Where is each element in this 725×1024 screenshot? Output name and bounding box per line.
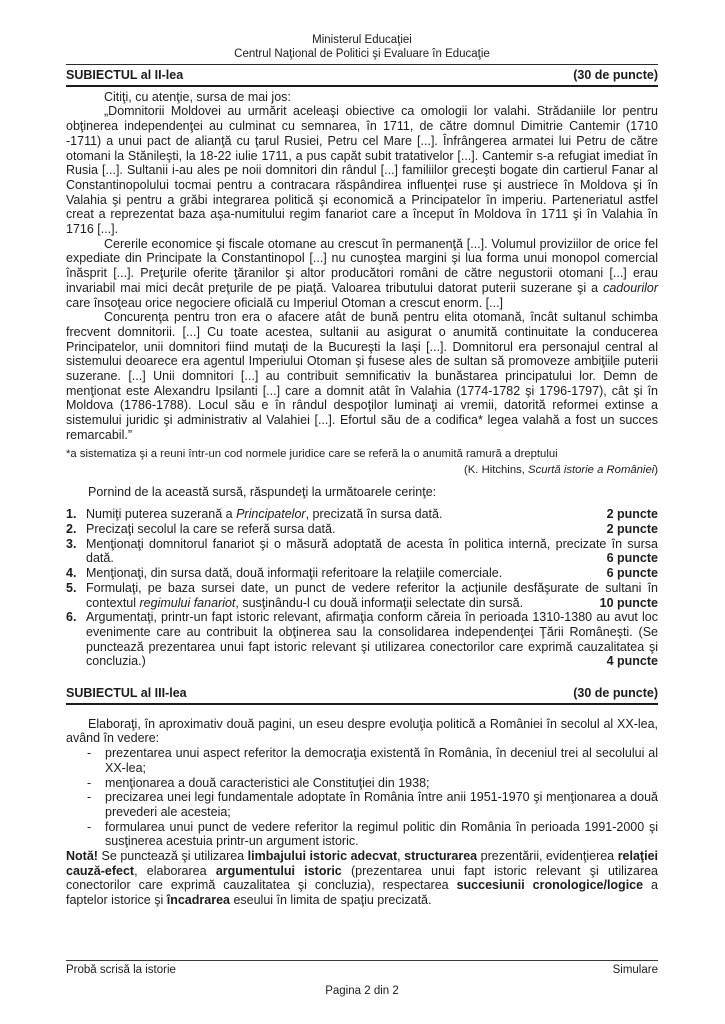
footer-page-number: Pagina 2 din 2 [325,984,399,997]
essay-requirement-2 [66,776,658,791]
question-item-5 [66,581,658,610]
subject2-title: SUBIECTUL al II-lea [66,68,184,82]
subject3-points: (30 de puncte) [573,686,658,701]
question-text: Precizaţi secolul la care se referă sursa dată. [86,521,336,536]
question-number: 3. [66,536,77,551]
question-item-3 [66,537,658,566]
ministry-name: Ministerul Educaţiei [312,34,412,46]
dash-bullet-icon: - [87,746,92,761]
source-paragraph-2: Cererile economice şi fiscale otomane au crescut în permanenţă [...]. Volumul proviziilor de orice fel expediate din Principate la Constantinopol [...] nu cunoştea margini şi lua forma unui monopol comercial înăsprit [...]. Preţurile oferite ţăranilor şi altor producători români de către negustorii otomani [...] erau invariabil mai mici decât preţurile de pe piaţă. Valoarea tributului datorat puterii suzerane şi a cadourilor care însoţeau orice negociere oficială cu Imperiul Otoman a crescut enorm. [...] [66,236,658,310]
question-points: 6 puncte [601,551,658,566]
question-text: Numiţi puterea suzerană a Principatelor, precizată în sursa dată. [86,507,443,522]
subject3-header [66,683,658,705]
question-points: 10 puncte [594,596,658,611]
question-text: Menţionaţi, din sursa dată, două informaţii referitoare la relaţiile comerciale. [86,566,503,581]
question-item-6 [66,610,658,669]
source-footnote: *a sistematiza şi a reuni într-un cod normele juridice care se referă la o anumită ramură a dreptului [66,447,558,460]
questions-prompt: Pornind de la această sursă, răspundeţi la următoarele cerinţe: [88,484,437,499]
dash-bullet-icon: - [87,790,92,805]
question-points: 2 puncte [601,507,658,522]
evaluation-center-name: Centrul Naţional de Politici şi Evaluare în Educaţie [234,47,490,60]
question-number: 4. [66,566,77,581]
essay-requirement-text: formularea unui punct de vedere referitor la regimul politic din România în perioada 1991-2000 şi susţinerea acestuia printr-un argument istoric. [105,819,658,849]
question-number: 6. [66,610,77,625]
question-item-1 [66,507,658,522]
footer-row [66,961,658,978]
essay-intro: Elaboraţi, în aproximativ două pagini, un eseu despre evoluţia politică a României în secolul al XX-lea, având în vedere: [66,716,658,746]
essay-note: Notă! Se punctează şi utilizarea limbajului istoric adecvat, structurarea prezentării, evidenţierea relaţiei cauză-efect, elaborarea argumentului istoric (prezentarea unui fapt istoric relevant şi utilizarea conectorilor care exprimă cauzalitatea şi concluzia), respectarea succesiunii cronologice/logice a faptelor istorice şi încadrarea eseului în limita de spaţiu precizată. [66,849,658,908]
question-text: Formulaţi, pe baza sursei date, un punct de vedere referitor la acţiunile desfăşurate de sultani în contextul regimului fanariot, susţinându-l cu două informaţii selectate din sursă. [86,580,658,610]
subject2-points: (30 de puncte) [573,68,658,82]
essay-requirement-text: precizarea unei legi fundamentale adoptate în România între anii 1951-1970 şi menţionarea a două prevederi ale acesteia; [105,790,658,819]
source-attribution: (K. Hitchins, Scurtă istorie a României) [464,464,658,477]
page-footer [66,960,658,998]
question-number: 1. [66,507,77,522]
questions-list [66,507,658,669]
question-number: 5. [66,580,77,595]
dash-bullet-icon: - [87,819,92,834]
source-intro: Citiţi, cu atenţie, sursa de mai jos: [104,89,291,104]
source-paragraph-3: Concurenţa pentru tron era o afacere atât de bună pentru elita otomană, încât sultanul schimba frecvent domnitorii. [...] Cu toate acestea, sultanii au asigurat o anumită continuitate la conducerea Principatelor, unii domnitori fiind mutaţi de la Bucureşti la Iaşi [...]. Domnitorul era personajul central al sistemului deoarece era agentul Imperiului Otoman şi fusese ales de sultan să promoveze ambiţiile puterii suzerane. [...] Unii domnitori [...] au contribuit semnificativ la bunăstarea principatului lor. Demn de menţionat este Alexandru Ipsilanti [...] care a domnit atât în Valahia (1774-1782 şi 1796-1797), cât şi în Moldova (1786-1788). Locul său e în rândul despoţilor luminaţi ai vremii, datorită reformei extinse a sistemului juridic şi administrativ al Valahiei [...]. Efortul său de a codifica* legea valahă a fost un succes remarcabil.” [66,310,658,442]
document-header [66,34,658,65]
footer-exam-name: Probă scrisă la istorie [66,964,176,976]
essay-requirements-list [66,746,658,849]
question-item-4 [66,566,658,581]
question-item-2 [66,522,658,537]
question-text: Menţionaţi domnitorul fanariot şi o măsură adoptată de acesta în politica internă, precizate în sursa dată. [86,536,658,566]
question-points: 6 puncte [601,566,658,581]
footer-exam-type: Simulare [612,964,658,976]
subject2-header [66,65,658,87]
question-points: 4 puncte [601,654,658,669]
dash-bullet-icon: - [87,775,92,790]
question-text: Argumentaţi, printr-un fapt istoric relevant, afirmaţia conform căreia în perioada 1310-1380 au avut loc evenimente care au contribuit la obţinerea sau la consolidarea independenţei Ţării Româneşti. (Se punctează prezentarea unui fapt istoric relevant şi utilizarea conectorilor care exprimă cauzalitatea şi concluzia.) [86,610,658,669]
essay-requirement-text: menţionarea a două caracteristici ale Constituţiei din 1938; [105,775,430,790]
source-paragraph-1: „Domnitorii Moldovei au urmărit aceleaşi obiective ca omologii lor valahi. Strădaniile lor pentru obţinerea independenţei au culminat cu semnarea, în 1711, de către domnul Dimitrie Cantemir (1710 -1711) a unui pact de alianţă cu ţarul Rusiei, Petru cel Mare [...]. Înfrângerea armatei lui Petru de către otomani la Stănileşti, la 18-22 iulie 1711, a pus capăt subit tratativelor [...]. Cantemir s-a refugiat imediat în Rusia [...]. Sultanii i-au ales pe noii domnitori din rândul [...] familiilor greceşti bogate din cartierul Fanar al Constantinopolului tocmai pentru a contracara răspândirea influenţei ruse şi austriece în Moldova şi în Valahia şi pentru a grăbi integrarea politică şi economică a Principatelor în imperiu. Parteneriatul astfel creat a reprezentat baza aşa-numitului regim fanariot care a început în Moldova în 1711 şi în Valahia în 1716 [...]. [66,104,658,237]
essay-requirement-text: prezentarea unui aspect referitor la democraţia existentă în România, în deceniul trei al secolului al XX-lea; [105,746,658,775]
essay-requirement-1 [66,746,658,775]
subject3-title: SUBIECTUL al III-lea [66,686,187,701]
question-points: 2 puncte [601,522,658,537]
essay-requirement-3 [66,790,658,819]
question-number: 2. [66,521,77,536]
essay-requirement-4 [66,820,658,849]
